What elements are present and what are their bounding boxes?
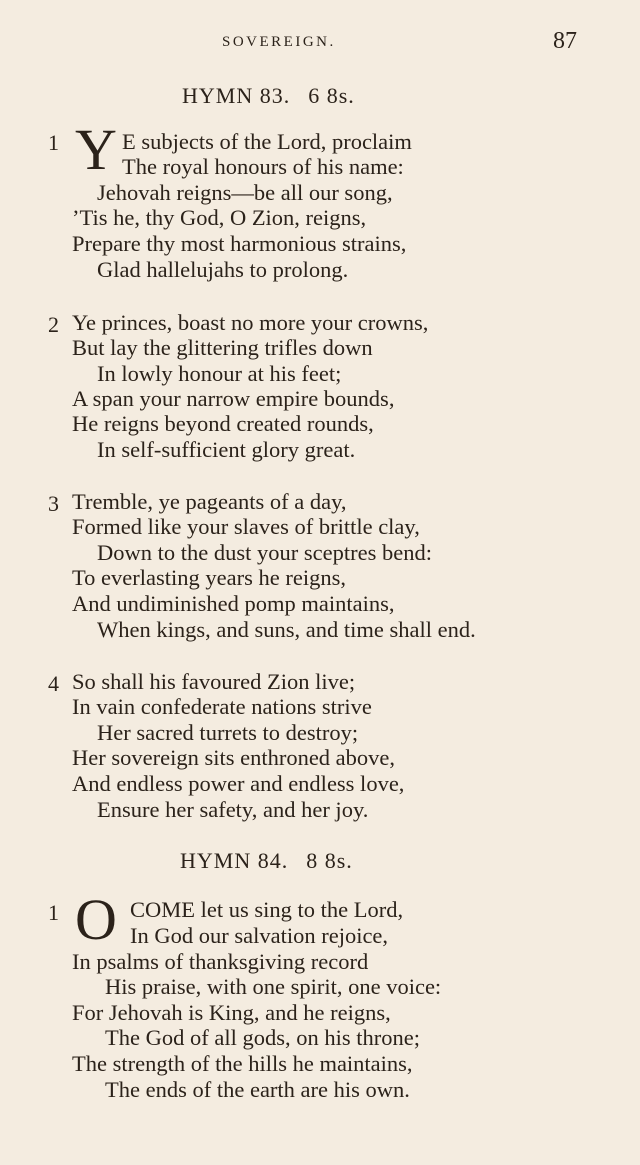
verse-line: He reigns beyond created rounds, (72, 411, 374, 436)
verse-line: Down to the dust your sceptres bend: (97, 540, 432, 565)
verse-line: The God of all gods, on his throne; (105, 1025, 420, 1050)
stanza-number: 2 (48, 312, 59, 337)
hymn-title: HYMN 83. (182, 83, 291, 108)
verse-line: And endless power and endless love, (72, 771, 405, 796)
hymn-84-heading (180, 848, 353, 874)
verse-line: Ensure her safety, and her joy. (97, 797, 369, 822)
verse-line: E subjects of the Lord, proclaim (122, 129, 412, 154)
verse-line: So shall his favoured Zion live; (72, 669, 356, 694)
verse-line: Prepare thy most harmonious strains, (72, 231, 407, 256)
verse-line: In psalms of thanksgiving record (72, 949, 369, 974)
verse-line: In vain confederate nations strive (72, 694, 372, 719)
verse-line: Ye princes, boast no more your crowns, (72, 310, 429, 335)
verse-line: Jehovah reigns—be all our song, (97, 180, 393, 205)
hymn-meter: 6 8s. (308, 83, 355, 108)
verse-line: To everlasting years he reigns, (72, 565, 346, 590)
verse-line: Her sacred turrets to destroy; (97, 720, 359, 745)
verse-line: Her sovereign sits enthroned above, (72, 745, 396, 770)
verse-line: In lowly honour at his feet; (97, 361, 342, 386)
verse-line: The royal honours of his name: (122, 154, 404, 179)
verse-line: But lay the glittering trifles down (72, 335, 373, 360)
verse-line: When kings, and suns, and time shall end. (97, 617, 476, 642)
hymn-title: HYMN 84. (180, 848, 289, 873)
hymn-meter: 8 8s. (306, 848, 353, 873)
stanza-number: 3 (48, 491, 59, 516)
verse-line: In God our salvation rejoice, (130, 923, 389, 948)
verse-line: For Jehovah is King, and he reigns, (72, 1000, 391, 1025)
verse-line: ’Tis he, thy God, O Zion, reigns, (72, 205, 367, 230)
hymn-83-heading (182, 83, 355, 109)
verse-line: A span your narrow empire bounds, (72, 386, 395, 411)
stanza-number: 4 (48, 671, 59, 696)
verse-line: Tremble, ye pageants of a day, (72, 489, 347, 514)
verse-line: COME let us sing to the Lord, (130, 897, 404, 922)
verse-line: The strength of the hills he maintains, (72, 1051, 413, 1076)
drop-cap: Y (75, 117, 117, 182)
drop-cap: O (75, 887, 117, 952)
verse-line: His praise, with one spirit, one voice: (105, 974, 442, 999)
verse-line: The ends of the earth are his own. (105, 1077, 410, 1102)
stanza-number: 1 (48, 900, 59, 925)
running-head: SOVEREIGN. (222, 34, 336, 50)
verse-line: And undiminished pomp maintains, (72, 591, 395, 616)
verse-line: In self-sufficient glory great. (97, 437, 356, 462)
verse-line: Glad hallelujahs to prolong. (97, 257, 349, 282)
page-number: 87 (553, 28, 577, 54)
verse-line: Formed like your slaves of brittle clay, (72, 514, 420, 539)
stanza-number: 1 (48, 130, 59, 155)
